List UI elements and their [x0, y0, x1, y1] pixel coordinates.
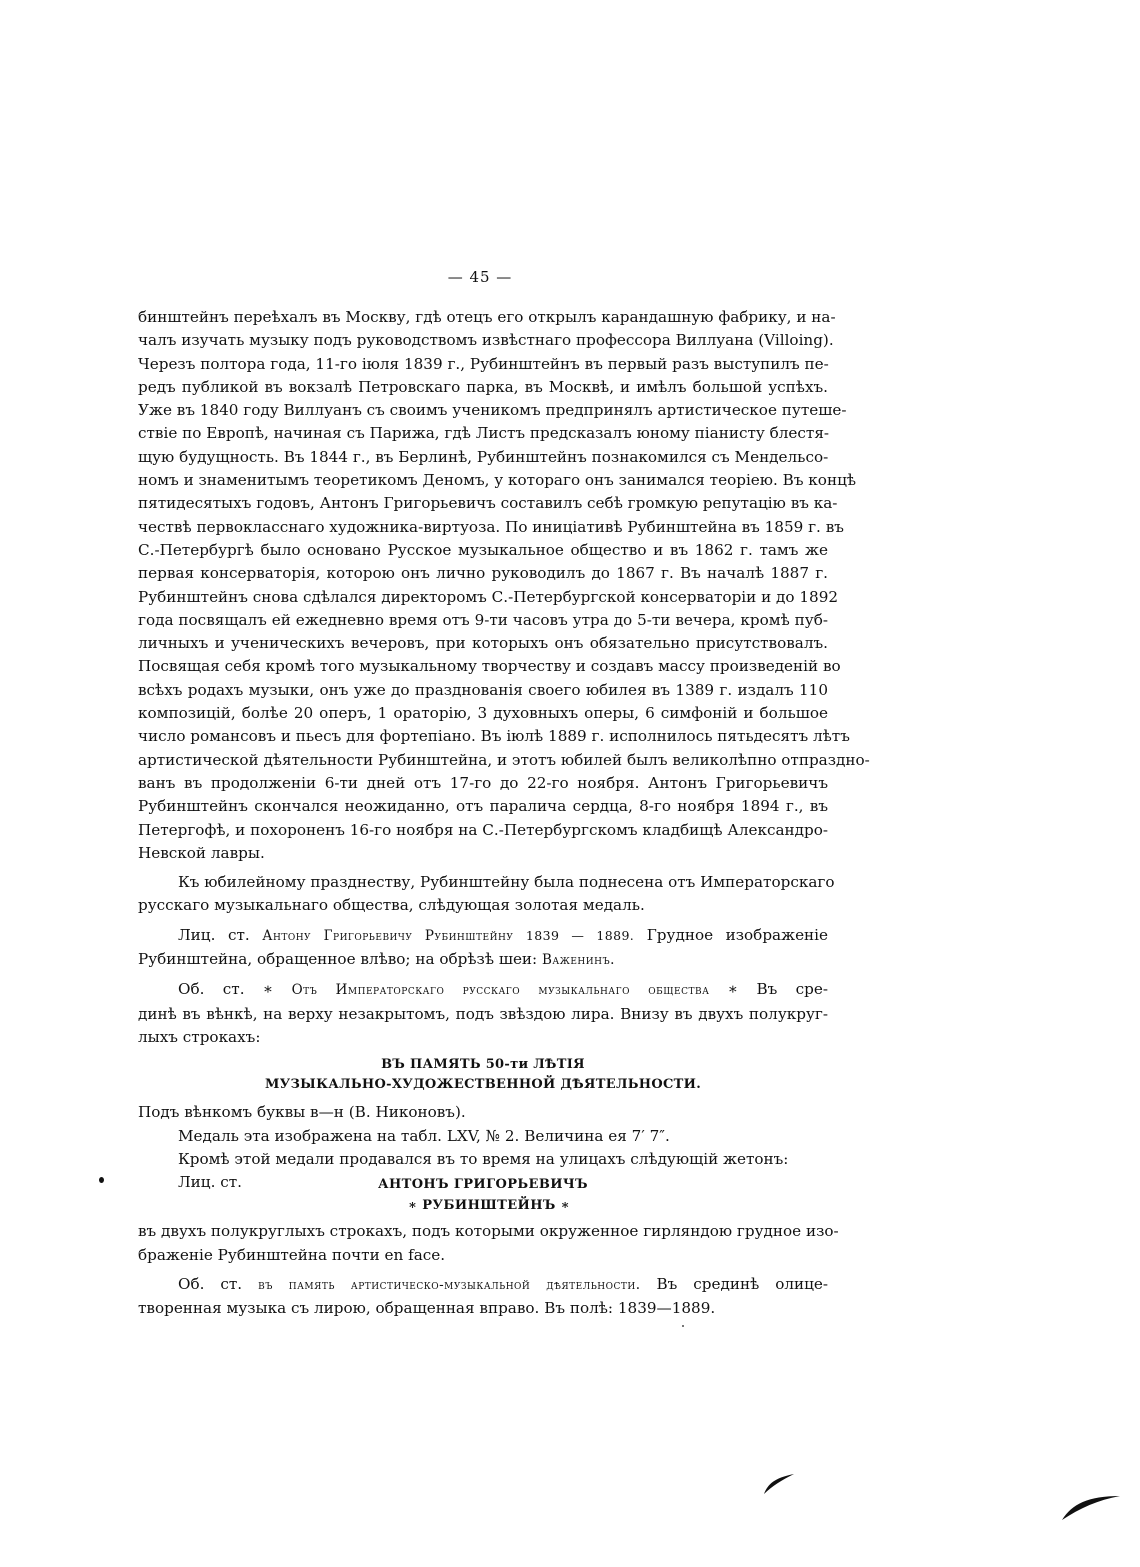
text-line: личныхъ и ученическихъ вечеровъ, при которыхъ онъ обязательно присутствовалъ. [138, 634, 828, 653]
token-legend-line: АНТОНЪ ГРИГОРЬЕВИЧЪ [377, 1177, 589, 1193]
token-obverse [138, 1171, 828, 1194]
reverse-legend: Отъ Императорскаго русскаго музыкальнаго общества [291, 982, 710, 999]
engraver-signature: Важенинъ. [542, 952, 615, 969]
text-line: чалъ изучать музыку подъ руководствомъ извѣстнаго профессора Виллуана (Villoing). [138, 331, 834, 350]
inscription-line: МУЗЫКАЛЬНО-ХУДОЖЕСТВЕННОЙ ДѢЯТЕЛЬНОСТИ. [264, 1077, 702, 1093]
text-line: композицій, болѣе 20 оперъ, 1 ораторію, 3 духовныхъ оперы, 6 симфоній и большое [138, 704, 828, 723]
text-line: щую будущность. Въ 1844 г., въ Берлинѣ, Рубинштейнъ познакомился съ Мендельсо- [138, 447, 829, 466]
text-line: Кромѣ этой медали продавался въ то время на улицахъ слѣдующій жетонъ: [178, 1149, 789, 1168]
text-line: браженіе Рубинштейна почти en face. [138, 1245, 446, 1264]
text-line: Об. ст. въ память артистическо-музыкальной дѣятельности. Въ срединѣ олице- [178, 1274, 828, 1293]
text-line: Невской лавры. [138, 843, 265, 862]
text-line [138, 924, 828, 948]
text-line: бинштейнъ переѣхалъ въ Москву, гдѣ отецъ его открылъ карандашную фабрику, и на- [138, 308, 836, 326]
token-reverse-legend: въ память артистическо-музыкальной дѣятельности. [258, 1276, 641, 1293]
text-line: артистической дѣятельности Рубинштейна, и этотъ юбилей былъ великолѣпно отпраздно- [138, 750, 870, 769]
obverse-dates: 1839 — 1889. [525, 927, 635, 943]
text-line: редъ публикой въ вокзалѣ Петровскаго парка, въ Москвѣ, и имѣлъ большой успѣхъ. [138, 377, 828, 396]
page-number: — 45 — [447, 268, 513, 286]
obverse-legend: Антону Григорьевичу Рубинштейну [262, 927, 514, 944]
text-line: динѣ въ вѣнкѣ, на верху незакрытомъ, подъ звѣздою лира. Внизу въ двухъ полукруг- [138, 1004, 828, 1023]
text-line: русскаго музыкальнаго общества, слѣдующая золотая медаль. [138, 896, 645, 915]
paragraph-medal-intro [138, 871, 835, 918]
scan-stroke-mark [1058, 1488, 1124, 1524]
token-reverse-label: Об. ст. [178, 1274, 243, 1293]
text-line: Об. ст. ∗ Отъ Императорскаго русскаго музыкальнаго общества ∗ Въ сре- [178, 980, 829, 999]
text-line: Рубинштейнъ скончался неожиданно, отъ паралича сердца, 8-го ноября 1894 г., въ [138, 797, 828, 816]
text-line: Черезъ полтора года, 11-го іюля 1839 г., Рубинштейнъ въ первый разъ выступилъ пе- [138, 354, 829, 373]
text-line: число романсовъ и пьесъ для фортепіано. Въ іюлѣ 1889 г. исполнилось пятьдесятъ лѣтъ [138, 727, 850, 746]
token-obverse-label: Лиц. ст. [178, 1173, 242, 1192]
token-legend-line: ∗ РУБИНШТЕЙНЪ ∗ [407, 1198, 571, 1214]
text-line: Рубинштейнъ снова сдѣлался директоромъ С.-Петербургской консерваторіи и до 1892 [138, 587, 839, 606]
text-line: ванъ въ продолженіи 6-ти дней отъ 17-го до 22-го ноября. Антонъ Григорьевичъ [138, 773, 828, 792]
text-line: всѣхъ родахъ музыки, онъ уже до празднованія своего юбилея въ 1389 г. издалъ 110 [138, 680, 828, 699]
text-line: Подъ вѣнкомъ буквы в—н (В. Никоновъ). [138, 1103, 466, 1122]
scan-dot-mark [99, 1177, 104, 1183]
text-line: лыхъ строкахъ: [138, 1027, 261, 1046]
text-line: ствіе по Европѣ, начиная съ Парижа, гдѣ Листъ предсказалъ юному піанисту блестя- [138, 424, 830, 443]
text-line: Медаль эта изображена на табл. LXV, № 2. Величина ея 7′ 7″. [178, 1126, 670, 1145]
text-line: первая консерваторія, которою онъ лично руководилъ до 1867 г. Въ началѣ 1887 г. [138, 564, 828, 583]
text-line: года посвящалъ ей ежедневно время отъ 9-ти часовъ утра до 5-ти вечера, кромѣ пуб- [138, 610, 828, 629]
text-line: въ двухъ полукруглыхъ строкахъ, подъ которыми окруженное гирляндою грудное изо- [138, 1222, 839, 1241]
text-line: Рубинштейна, обращенное влѣво; на обрѣзѣ шеи: Важенинъ. [138, 950, 615, 969]
page-body [138, 306, 870, 1321]
text-line: пятидесятыхъ годовъ, Антонъ Григорьевичъ составилъ себѣ громкую репутацію въ ка- [138, 494, 838, 513]
text-line: Уже въ 1840 году Виллуанъ съ своимъ ученикомъ предпринялъ артистическое путеше- [138, 401, 847, 420]
text-line: Посвящая себя кромѣ того музыкальному творчеству и создавъ массу произведеній во [138, 657, 841, 676]
reverse-label: Об. ст. ∗ [178, 980, 274, 999]
obverse-text: Грудное изображеніе [646, 925, 829, 944]
text-line: чествѣ первокласснаго художника-виртуоза. По иниціативѣ Рубинштейна въ 1859 г. въ [138, 517, 844, 536]
scan-dot-mark [682, 1325, 684, 1327]
obverse-label: Лиц. ст. [178, 925, 250, 944]
medal-reverse [138, 978, 828, 1049]
medal-inscription [138, 1055, 828, 1095]
token-reverse [138, 1273, 828, 1321]
text-line: номъ и знаменитымъ теоретикомъ Деномъ, у котораго онъ занимался теоріею. Въ концѣ [138, 471, 856, 490]
paragraph-biography [138, 306, 870, 865]
medal-obverse [138, 924, 828, 973]
text-line: С.-Петербургѣ было основано Русское музыкальное общество и въ 1862 г. тамъ же [138, 540, 828, 559]
inscription-line: ВЪ ПАМЯТЬ 50-ти ЛѢТІЯ [381, 1057, 585, 1073]
scan-stroke-mark [760, 1468, 800, 1498]
text-line: Къ юбилейному празднеству, Рубинштейну была поднесена отъ Императорскаго [178, 873, 835, 892]
text-line: Петергофѣ, и похороненъ 16-го ноября на С.-Петербургскомъ кладбищѣ Александро- [138, 820, 828, 839]
text-line: творенная музыка съ лирою, обращенная вправо. Въ полѣ: 1839—1889. [138, 1299, 716, 1318]
